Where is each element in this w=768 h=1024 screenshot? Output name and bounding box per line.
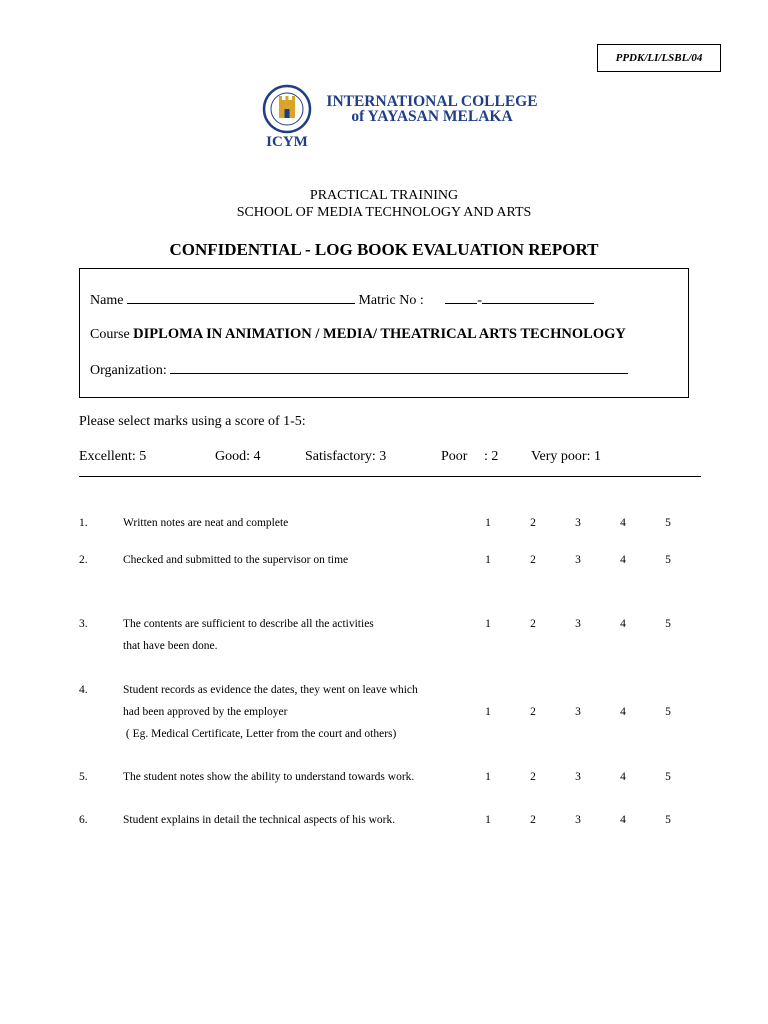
criterion-number: 1. <box>79 517 88 529</box>
score-option-1[interactable]: 1 <box>485 517 491 529</box>
criterion-number: 5. <box>79 771 88 783</box>
matric-label: Matric No : <box>358 293 424 308</box>
logo-short-name: ICYM <box>266 134 308 150</box>
criterion-number: 2. <box>79 554 88 566</box>
score-option-3[interactable]: 3 <box>575 554 581 566</box>
score-option-1[interactable]: 1 <box>485 814 491 826</box>
score-option-5[interactable]: 5 <box>665 706 671 718</box>
header-line1: PRACTICAL TRAINING <box>309 188 459 203</box>
score-option-2[interactable]: 2 <box>530 771 536 783</box>
matric-field-prefix[interactable] <box>445 291 477 304</box>
score-option-2[interactable]: 2 <box>530 517 536 529</box>
score-option-4[interactable]: 4 <box>620 517 626 529</box>
scale-poor-value: : 2 <box>484 449 499 464</box>
scale-very-poor: Very poor: 1 <box>531 449 601 464</box>
score-option-1[interactable]: 1 <box>485 618 491 630</box>
organization-row <box>90 361 628 379</box>
report-title: CONFIDENTIAL - LOG BOOK EVALUATION REPORT <box>169 240 599 259</box>
score-option-4[interactable]: 4 <box>620 771 626 783</box>
logo-college-name <box>318 94 546 124</box>
score-option-3[interactable]: 3 <box>575 618 581 630</box>
criterion-text: Checked and submitted to the supervisor on time <box>123 554 349 566</box>
scale-excellent: Excellent: 5 <box>79 449 147 464</box>
criterion-number: 6. <box>79 814 88 826</box>
criterion-text: Student explains in detail the technical aspects of his work. <box>123 814 396 826</box>
name-field[interactable] <box>127 291 355 304</box>
college-logo <box>258 84 548 154</box>
document-code: PPDK/LI/LSBL/04 <box>597 44 721 72</box>
matric-field-suffix[interactable] <box>482 291 594 304</box>
divider <box>79 476 701 477</box>
score-option-3[interactable]: 3 <box>575 517 581 529</box>
score-option-5[interactable]: 5 <box>665 517 671 529</box>
score-option-4[interactable]: 4 <box>620 618 626 630</box>
criterion-text: Written notes are neat and complete <box>123 517 289 529</box>
score-option-3[interactable]: 3 <box>575 814 581 826</box>
organization-field[interactable] <box>170 361 628 374</box>
scale-poor-label: Poor <box>441 449 468 464</box>
score-option-5[interactable]: 5 <box>665 618 671 630</box>
score-option-4[interactable]: 4 <box>620 814 626 826</box>
course-value: DIPLOMA IN ANIMATION / MEDIA/ THEATRICAL ARTS TECHNOLOGY <box>133 326 626 342</box>
course-label: Course <box>90 327 130 342</box>
organization-label: Organization: <box>90 363 167 378</box>
score-option-1[interactable]: 1 <box>485 771 491 783</box>
scale-satisfactory: Satisfactory: 3 <box>305 449 387 464</box>
criterion-text: had been approved by the employer <box>123 706 288 718</box>
logo-name-line1: INTERNATIONAL COLLEGE <box>326 93 538 110</box>
score-option-1[interactable]: 1 <box>485 554 491 566</box>
criterion-number: 3. <box>79 618 88 630</box>
instructions: Please select marks using a score of 1-5: <box>79 414 306 429</box>
course-row <box>90 326 626 343</box>
scale-good: Good: 4 <box>215 449 261 464</box>
score-option-3[interactable]: 3 <box>575 771 581 783</box>
criterion-number: 4. <box>79 684 88 696</box>
score-option-1[interactable]: 1 <box>485 706 491 718</box>
criterion-text: The student notes show the ability to understand towards work. <box>123 771 415 783</box>
student-info-box <box>79 268 689 398</box>
score-option-5[interactable]: 5 <box>665 771 671 783</box>
score-option-2[interactable]: 2 <box>530 706 536 718</box>
college-emblem-icon <box>262 84 312 134</box>
name-row <box>90 291 594 309</box>
score-option-2[interactable]: 2 <box>530 618 536 630</box>
score-option-5[interactable]: 5 <box>665 814 671 826</box>
criterion-text: that have been done. <box>123 640 218 652</box>
score-option-4[interactable]: 4 <box>620 554 626 566</box>
logo-name-line2: of YAYASAN MELAKA <box>351 108 513 125</box>
score-option-2[interactable]: 2 <box>530 554 536 566</box>
score-option-2[interactable]: 2 <box>530 814 536 826</box>
criterion-text: The contents are sufficient to describe all the activities <box>123 618 374 630</box>
score-option-5[interactable]: 5 <box>665 554 671 566</box>
criterion-text: Student records as evidence the dates, they went on leave which <box>123 684 418 696</box>
criterion-text: ( Eg. Medical Certificate, Letter from the court and others) <box>123 728 397 740</box>
header-line2: SCHOOL OF MEDIA TECHNOLOGY AND ARTS <box>236 205 532 220</box>
matric-separator: - <box>477 293 482 308</box>
name-label: Name <box>90 293 124 308</box>
score-option-4[interactable]: 4 <box>620 706 626 718</box>
score-option-3[interactable]: 3 <box>575 706 581 718</box>
